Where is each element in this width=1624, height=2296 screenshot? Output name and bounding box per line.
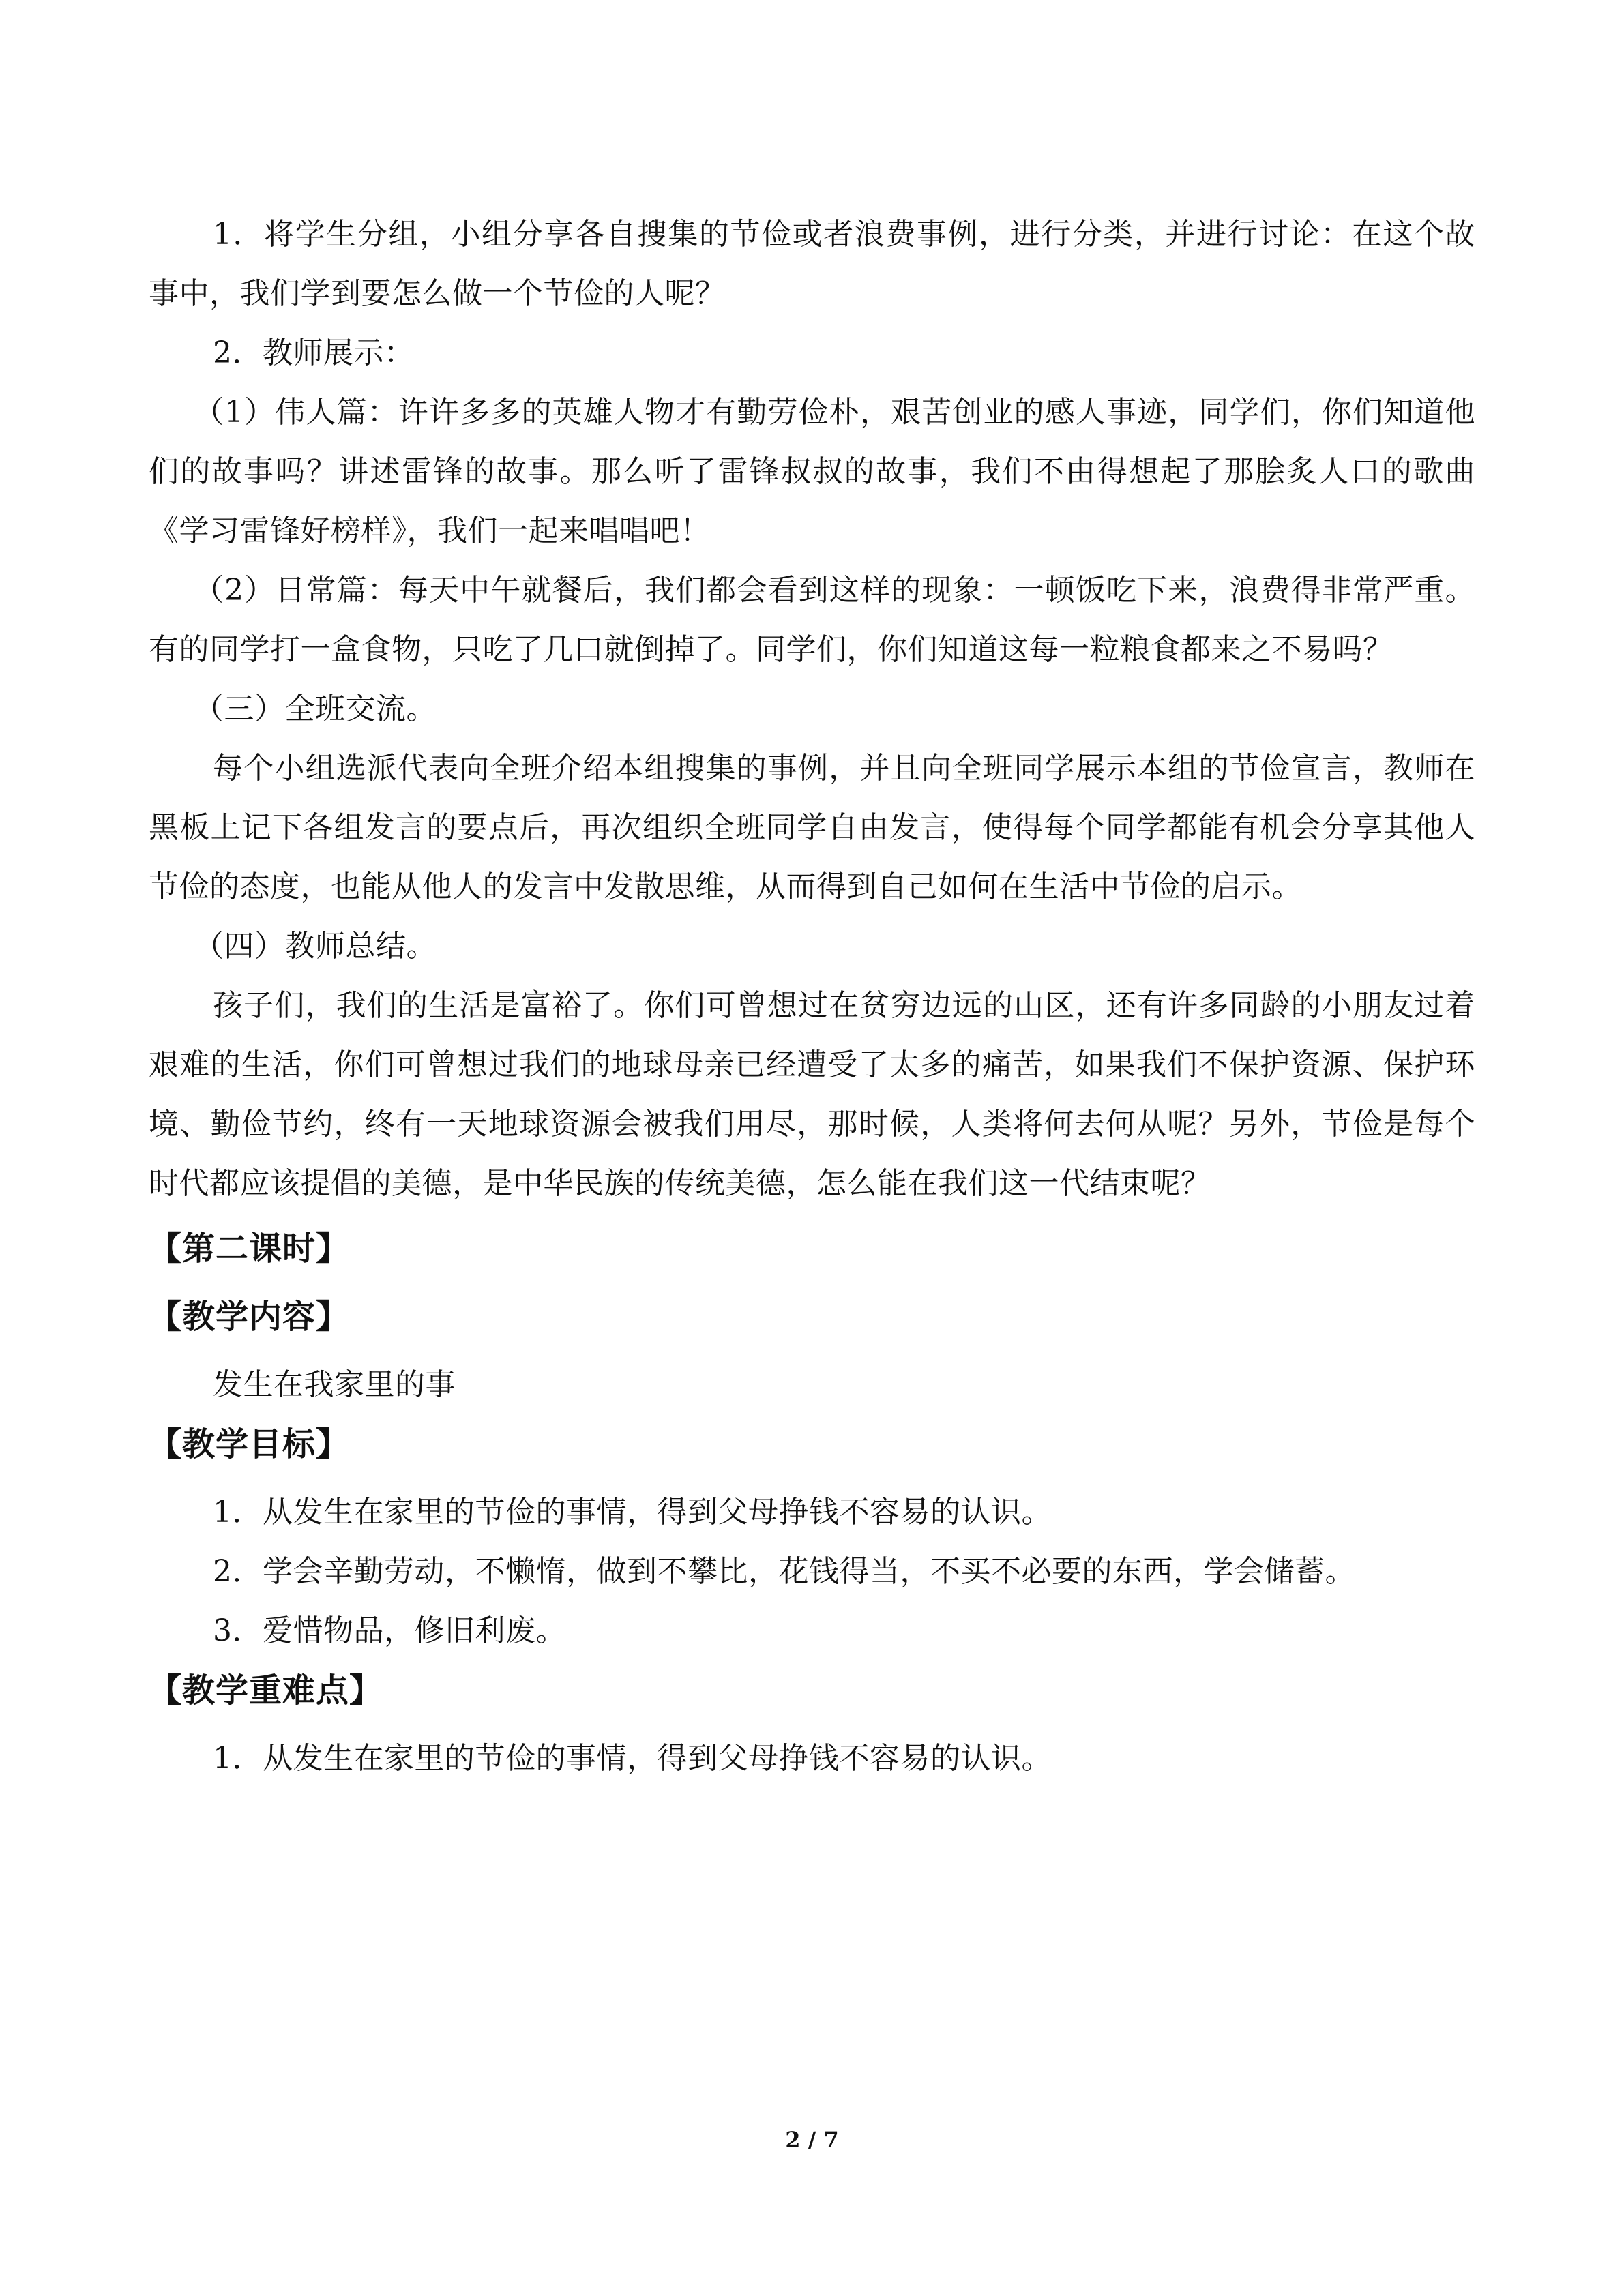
step4-title: （四）教师总结。	[194, 929, 437, 964]
page-number: 2 / 7	[785, 2127, 839, 2153]
goal-item: 2．学会辛勤劳动，不懒惰，做到不攀比，花钱得当，不买不必要的东西，学会储蓄。	[213, 1554, 1355, 1589]
paragraph-item2: 2．教师展示：	[213, 336, 415, 370]
heading-teaching-content: 【教学内容】	[149, 1298, 350, 1336]
step3-body: 每个小组选派代表向全班介绍本组搜集的事例，并且向全班同学展示本组的节俭宣言，教师在黑板上记下各组发言的要点后，再次组织全班同学自由发言，使得每个同学都能有机会分享其他人节俭的态度，也能从他人的发言中发散思维，从而得到自己如何在生活中节俭的启示。	[149, 751, 1475, 904]
paragraph-sub1: （1）伟人篇：许许多多的英雄人物才有勤劳俭朴，艰苦创业的感人事迹，同学们，你们知道他们的故事吗？讲述雷锋的故事。那么听了雷锋叔叔的故事，我们不由得想起了那脍炙人口的歌曲《学习雷锋好榜样》，我们一起来唱唱吧！	[149, 395, 1475, 548]
paragraph-item1: 1．将学生分组，小组分享各自搜集的节俭或者浪费事例，进行分类，并进行讨论：在这个故事中，我们学到要怎么做一个节俭的人呢？	[149, 217, 1475, 311]
heading-key-points: 【教学重难点】	[149, 1671, 383, 1710]
goal-item: 1．从发生在家里的节俭的事情，得到父母挣钱不容易的认识。	[213, 1495, 1052, 1530]
step4-body: 孩子们，我们的生活是富裕了。你们可曾想过在贫穷边远的山区，还有许多同龄的小朋友过着艰难的生活，你们可曾想过我们的地球母亲已经遭受了太多的痛苦，如果我们不保护资源、保护环境、勤俭节约，终有一天地球资源会被我们用尽，那时候，人类将何去何从呢？另外，节俭是每个时代都应该提倡的美德，是中华民族的传统美德，怎么能在我们这一代结束呢？	[149, 988, 1475, 1201]
key-point-item: 1．从发生在家里的节俭的事情，得到父母挣钱不容易的认识。	[213, 1741, 1052, 1776]
paragraph-sub2: （2）日常篇：每天中午就餐后，我们都会看到这样的现象：一顿饭吃下来，浪费得非常严重。有的同学打一盒食物，只吃了几口就倒掉了。同学们，你们知道这每一粒粮食都来之不易吗？	[149, 573, 1475, 667]
step3-title: （三）全班交流。	[194, 691, 437, 726]
heading-teaching-goals: 【教学目标】	[149, 1425, 350, 1463]
teaching-content-text: 发生在我家里的事	[213, 1367, 456, 1402]
heading-lesson2: 【第二课时】	[149, 1229, 350, 1268]
goal-item: 3．爱惜物品，修旧利废。	[213, 1613, 566, 1648]
page-content	[149, 205, 1475, 1788]
